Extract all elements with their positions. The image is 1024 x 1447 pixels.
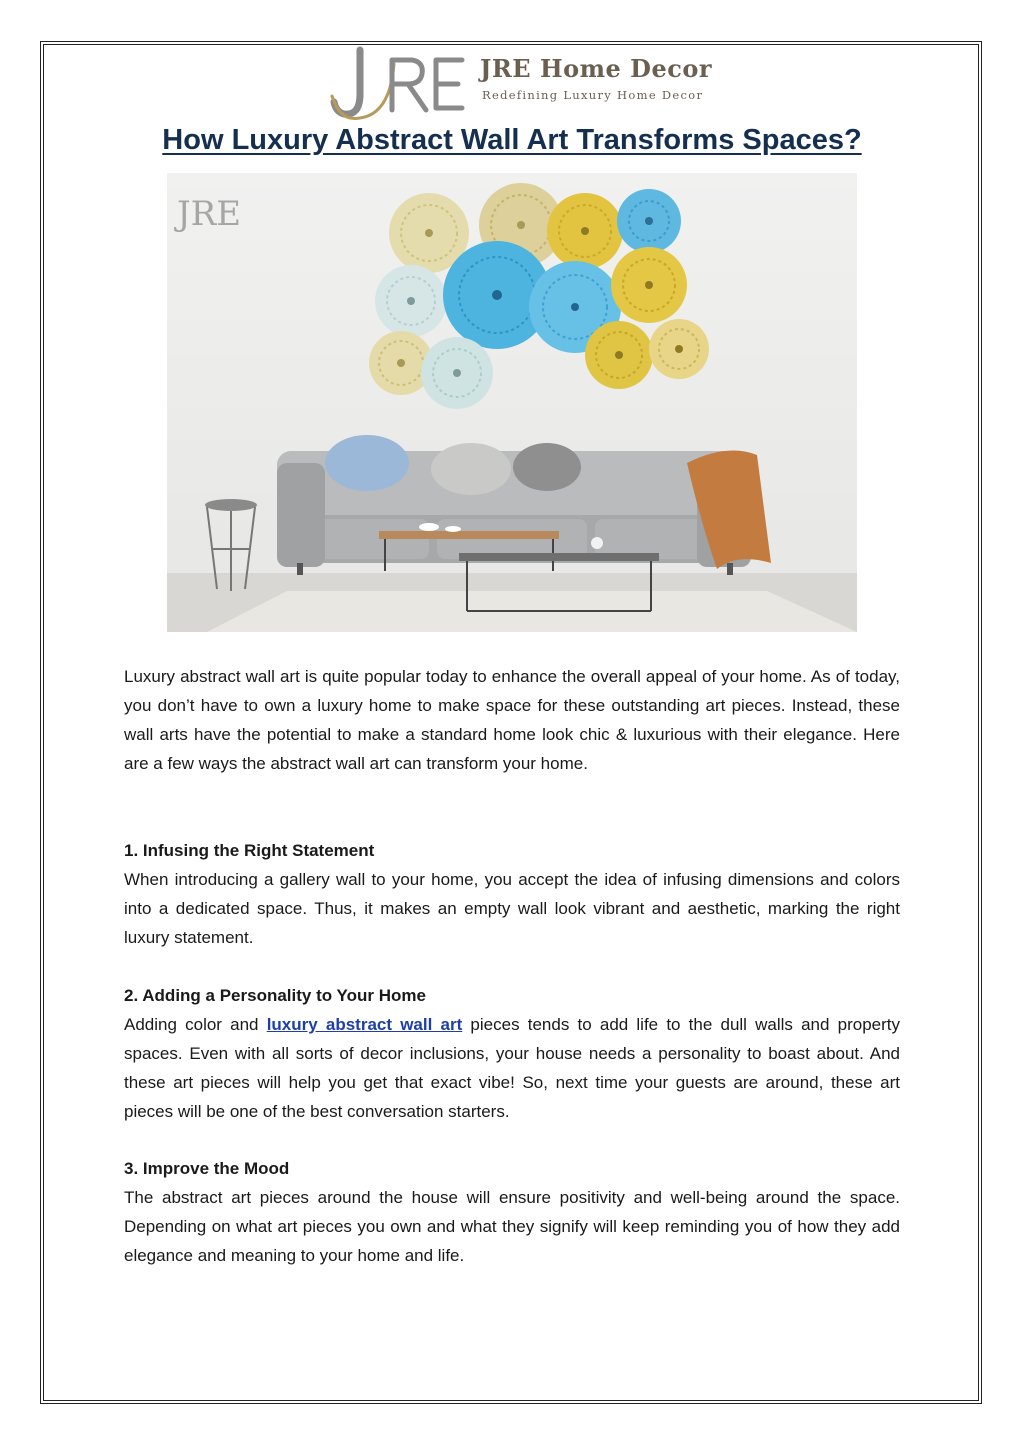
luxury-abstract-wall-art-link[interactable]: luxury abstract wall art [266, 1015, 463, 1034]
hero-watermark: JRE [177, 194, 242, 234]
brand-name: JRE Home Decor [480, 54, 712, 83]
intro-paragraph: Luxury abstract wall art is quite popular today to enhance the overall appeal of your home. As of today, you don’t have to own a luxury home to make space for these outstanding art pieces. Instead, these wall arts have the potential to make a standard home look chic & luxurious with their elegance. Here are a few ways the abstract wall art can transform your home. [124, 667, 900, 773]
section-2-text-end: pieces tends to add life to the dull walls and property spaces. Even with all sorts of decor inclusions, your house needs a personality to boast about. And these art pieces will help you get that exact vibe! So, next time your guests are around, these art pieces will be one of the best conversation starters. [124, 1015, 900, 1121]
page-title: How Luxury Abstract Wall Art Transforms Spaces? [162, 124, 862, 156]
jre-logo-mark-icon [330, 44, 470, 122]
section-3-heading: 3. Improve the Mood [124, 1159, 290, 1178]
section-2-body [124, 1010, 900, 1126]
art-disc [375, 265, 447, 337]
section-2-heading: 2. Adding a Personality to Your Home [124, 986, 426, 1005]
art-disc [617, 189, 681, 253]
living-room-illustration [167, 173, 857, 632]
section-2-text-start: Adding color and [124, 1015, 267, 1034]
brand-logo [330, 44, 710, 122]
section-3-body: The abstract art pieces around the house will ensure positivity and well-being around the space. Depending on what art pieces you own and what they signify will keep reminding you of how they add elegance and meaning to your home and life. [124, 1188, 900, 1265]
art-disc [611, 247, 687, 323]
art-disc [585, 321, 653, 389]
art-disc [649, 319, 709, 379]
brand-tagline: Redefining Luxury Home Decor [482, 88, 704, 102]
section-1-body: When introducing a gallery wall to your home, you accept the idea of infusing dimensions and colors into a dedicated space. Thus, it makes an empty wall look vibrant and aesthetic, marking the right luxury statement. [124, 870, 900, 947]
section-1-heading: 1. Infusing the Right Statement [124, 841, 375, 860]
hero-image [167, 173, 857, 632]
art-disc [547, 193, 623, 269]
art-disc [421, 337, 493, 409]
